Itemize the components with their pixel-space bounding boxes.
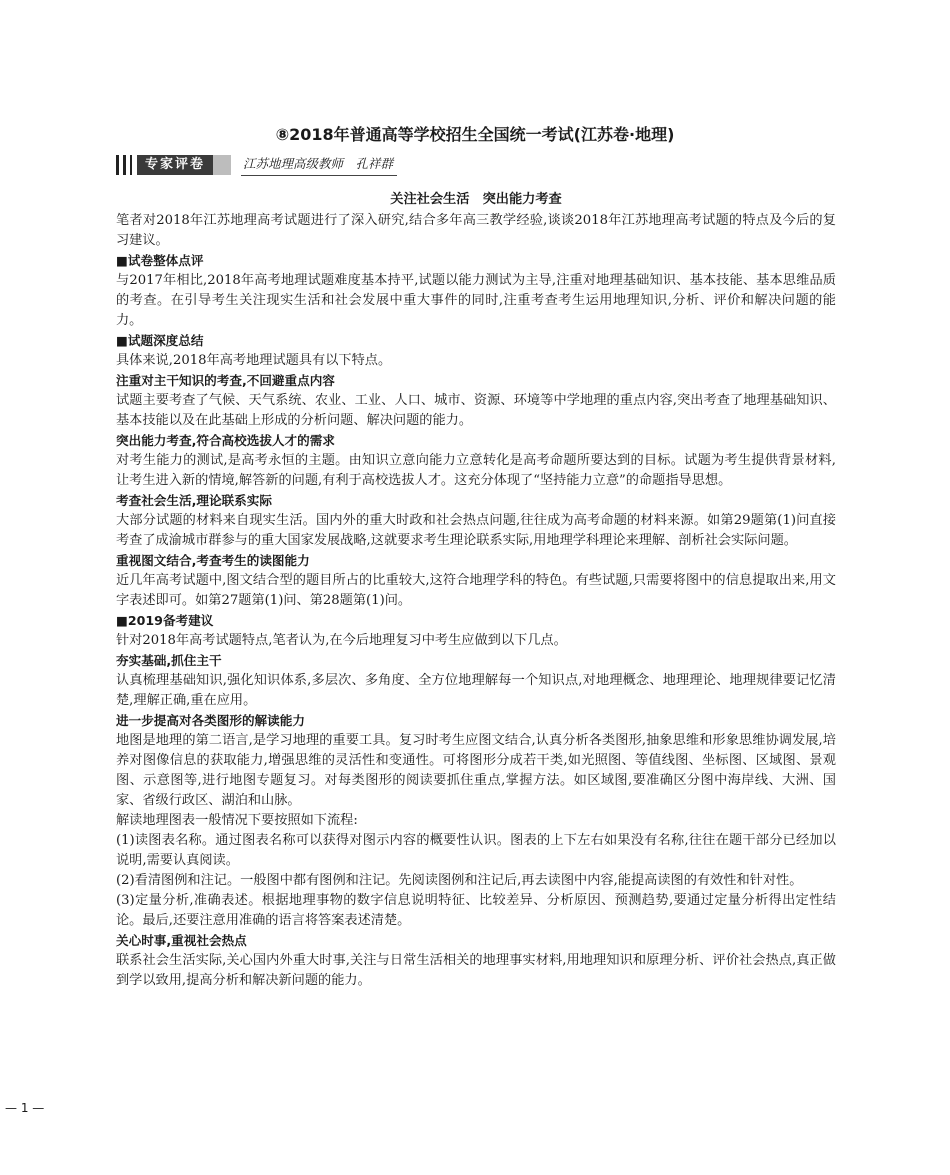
- expert-review-badge: 专家评卷: [137, 155, 231, 175]
- paragraph: 试题主要考查了气候、天气系统、农业、工业、人口、城市、资源、环境等中学地理的重点内容,突出考查了地理基础知识、基本技能以及在此基础上形成的分析问题、解决问题的能力。: [116, 393, 836, 428]
- section-heading: ■2019备考建议: [116, 613, 214, 628]
- paragraph: 地图是地理的第二语言,是学习地理的重要工具。复习时考生应图文结合,认真分析各类图形,抽象思维和形象思维协调发展,培养对图像信息的获取能力,增强思维的灵活性和变通性。可将图形分成若干类,如光照图、等值线图、坐标图、区域图、景观图、示意图等,进行地图专题复习。对每类图形的阅读要抓住重点,掌握方法。如区域图,要准确区分图中海岸线、大洲、国家、省级行政区、湖泊和山脉。: [116, 733, 836, 808]
- paragraph: 联系社会生活实际,关心国内外重大时事,关注与日常生活相关的地理事实材料,用地理知识和原理分析、评价社会热点,真正做到学以致用,提高分析和解决新问题的能力。: [116, 953, 836, 988]
- section-heading: ■试卷整体点评: [116, 253, 204, 268]
- expert-author: 江苏地理高级教师 孔祥群: [241, 154, 397, 176]
- paragraph: 认真梳理基础知识,强化知识体系,多层次、多角度、全方位地理解每一个知识点,对地理概念、地理理论、地理规律要记忆清楚,理解正确,重在应用。: [116, 673, 836, 708]
- point-heading: 突出能力考查,符合高校选拔人才的需求: [116, 433, 335, 448]
- point-heading: 夯实基础,抓住主干: [116, 653, 222, 668]
- expert-review-header: [116, 153, 397, 177]
- point-heading: 注重对主干知识的考查,不回避重点内容: [116, 373, 335, 388]
- paragraph: 与2017年相比,2018年高考地理试题难度基本持平,试题以能力测试为主导,注重对地理基础知识、基本技能、基本思维品质的考查。在引导考生关注现实生活和社会发展中重大事件的同时,注重考查考生运用地理知识,分析、评价和解决问题的能力。: [116, 273, 836, 328]
- intro-paragraph: 笔者对2018年江苏地理高考试题进行了深入研究,结合多年高三教学经验,谈谈2018年江苏地理高考试题的特点及今后的复习建议。: [116, 213, 836, 248]
- page-number: — 1 —: [5, 1101, 45, 1115]
- paragraph: 解读地理图表一般情况下要按照如下流程:: [116, 813, 358, 828]
- decorative-bar: [123, 155, 126, 175]
- decorative-bar: [130, 155, 132, 175]
- point-heading: 考查社会生活,理论联系实际: [116, 493, 272, 508]
- point-heading: 关心时事,重视社会热点: [116, 933, 247, 948]
- paragraph: 近几年高考试题中,图文结合型的题目所占的比重较大,这符合地理学科的特色。有些试题,只需要将图中的信息提取出来,用文字表述即可。如第27题第(1)问、第28题第(1)问。: [116, 573, 836, 608]
- article-subtitle: 关注社会生活 突出能力考查: [390, 192, 562, 207]
- section-heading: ■试题深度总结: [116, 333, 204, 348]
- article-body: [116, 190, 836, 991]
- list-item: (1)读图表名称。通过图表名称可以获得对图示内容的概要性认识。图表的上下左右如果没有名称,往往在题干部分已经加以说明,需要认真阅读。: [116, 833, 836, 868]
- page-title: ⑧2018年普通高等学校招生全国统一考试(江苏卷·地理): [275, 125, 675, 144]
- paragraph: 针对2018年高考试题特点,笔者认为,在今后地理复习中考生应做到以下几点。: [116, 633, 567, 648]
- list-item: (3)定量分析,准确表述。根据地理事物的数字信息说明特征、比较差异、分析原因、预测趋势,要通过定量分析得出定性结论。最后,还要注意用准确的语言将答案表述清楚。: [116, 893, 836, 928]
- paragraph: 具体来说,2018年高考地理试题具有以下特点。: [116, 353, 392, 368]
- decorative-bar: [116, 155, 119, 175]
- point-heading: 重视图文结合,考查考生的读图能力: [116, 553, 310, 568]
- list-item: (2)看清图例和注记。一般图中都有图例和注记。先阅读图例和注记后,再去读图中内容,能提高读图的有效性和针对性。: [116, 873, 803, 888]
- paragraph: 对考生能力的测试,是高考永恒的主题。由知识立意向能力立意转化是高考命题所要达到的目标。试题为考生提供背景材料,让考生进入新的情境,解答新的问题,有利于高校选拔人才。这充分体现了“坚持能力立意”的命题指导思想。: [116, 453, 836, 488]
- paragraph: 大部分试题的材料来自现实生活。国内外的重大时政和社会热点问题,往往成为高考命题的材料来源。如第29题第(1)问直接考查了成渝城市群参与的重大国家发展战略,这就要求考生理论联系实际,用地理学科理论来理解、剖析社会实际问题。: [116, 513, 836, 548]
- point-heading: 进一步提高对各类图形的解读能力: [116, 713, 305, 728]
